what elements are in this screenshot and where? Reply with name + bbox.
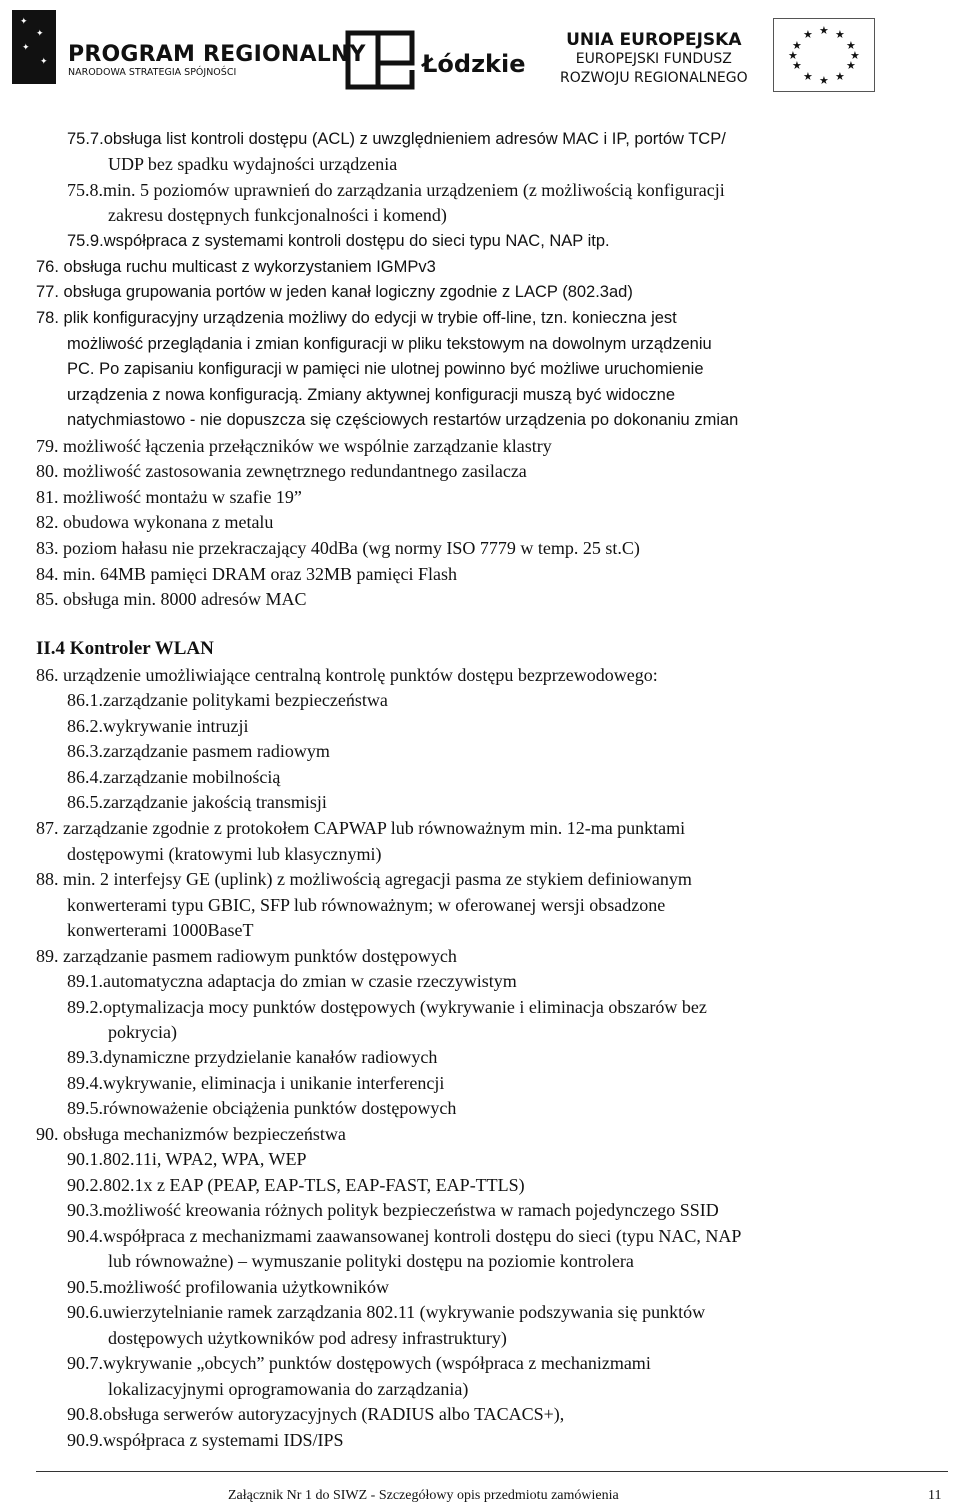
list-item: 78. plik konfiguracyjny urządzenia możliwy do edycji w trybie off-line, tzn. konieczna jest — [36, 309, 677, 327]
program-subtitle: NARODOWA STRATEGIA SPÓJNOŚCI — [68, 67, 237, 78]
list-item: 81. możliwość montażu w szafie 19” — [36, 487, 302, 507]
list-item: 90.7.wykrywanie „obcych” punktów dostępowych (współpraca z mechanizmami — [67, 1353, 651, 1373]
eu-fund-label — [560, 30, 748, 88]
star-icon: ★ — [803, 28, 813, 41]
list-item: 84. min. 64MB pamięci DRAM oraz 32MB pamięci Flash — [36, 564, 457, 584]
star-icon: ★ — [803, 70, 813, 83]
list-item: 90.3.możliwość kreowania różnych polityk bezpieczeństwa w ramach pojedynczego SSID — [67, 1200, 719, 1220]
star-icon: ★ — [846, 39, 856, 52]
list-item: zakresu dostępnych funkcjonalności i komend) — [108, 205, 447, 225]
list-item: urządzenia z nowa konfiguracją. Zmiany aktywnej konfiguracji muszą być widoczne — [67, 386, 676, 404]
list-item: 90.5.możliwość profilowania użytkowników — [67, 1277, 389, 1297]
list-item: natychmiastowo - nie dopuszcza się częściowych restartów urządzenia po dokonaniu zmian — [67, 411, 739, 429]
list-item: 75.8.min. 5 poziomów uprawnień do zarządzania urządzeniem (z możliwością konfiguracji — [67, 180, 725, 200]
star-icon: ★ — [835, 70, 845, 83]
star-icon: ★ — [819, 74, 829, 87]
list-item: 86.3.zarządzanie pasmem radiowym — [67, 741, 330, 761]
list-item: 90.9.współpraca z systemami IDS/IPS — [67, 1430, 344, 1450]
list-item: 89.5.równoważenie obciążenia punktów dostępowych — [67, 1098, 457, 1118]
list-item: 83. poziom hałasu nie przekraczający 40dBa (wg normy ISO 7779 w temp. 25 st.C) — [36, 538, 640, 558]
list-item: 86.5.zarządzanie jakością transmisji — [67, 792, 327, 812]
list-item: 87. zarządzanie zgodnie z protokołem CAPWAP lub równoważnym min. 12-ma punktami — [36, 818, 686, 838]
list-item: 90.4.współpraca z mechanizmami zaawansowanej kontroli dostępu do sieci (typu NAC, NAP — [67, 1226, 742, 1246]
lodzkie-logo — [345, 30, 415, 90]
star-icon: ✦ — [40, 57, 48, 67]
list-item: 77. obsługa grupowania portów w jeden kanał logiczny zgodnie z LACP (802.3ad) — [36, 283, 633, 301]
program-regionalny-logo — [12, 10, 56, 84]
list-item: 82. obudowa wykonana z metalu — [36, 512, 274, 532]
list-item: 80. możliwość zastosowania zewnętrznego redundantnego zasilacza — [36, 461, 527, 481]
list-item: dostępowych użytkowników pod adresy infrastruktury) — [108, 1328, 507, 1348]
star-icon: ★ — [850, 49, 860, 62]
star-icon: ★ — [788, 49, 798, 62]
list-item: dostępowymi (kratowymi lub klasycznymi) — [67, 844, 382, 864]
footer-title: Załącznik Nr 1 do SIWZ - Szczegółowy opis przedmiotu zamówienia — [228, 1488, 619, 1503]
star-icon: ✦ — [36, 29, 44, 39]
list-item: 86.4.zarządzanie mobilnością — [67, 767, 281, 787]
list-item: 90. obsługa mechanizmów bezpieczeństwa — [36, 1124, 346, 1144]
list-item: możliwość przeglądania i zmian konfiguracji w pliku tekstowym na dowolnym urządzeniu — [67, 335, 712, 353]
star-icon: ★ — [819, 24, 829, 37]
list-item: 89.1.automatyczna adaptacja do zmian w czasie rzeczywistym — [67, 971, 517, 991]
list-item: 88. min. 2 interfejsy GE (uplink) z możliwością agregacji pasma ze stykiem definiowanym — [36, 869, 692, 889]
list-item: konwerterami typu GBIC, SFP lub równoważnym; w oferowanej wersji obsadzone — [67, 895, 666, 915]
star-icon: ★ — [835, 28, 845, 41]
eu-line-1: UNIA EUROPEJSKA — [566, 30, 742, 50]
list-item: 90.8.obsługa serwerów autoryzacyjnych (RADIUS albo TACACS+), — [67, 1404, 565, 1424]
list-item: UDP bez spadku wydajności urządzenia — [108, 154, 398, 174]
region-name: Łódzkie — [422, 50, 526, 78]
star-icon: ★ — [792, 39, 802, 52]
list-item: 89.2.optymalizacja mocy punktów dostępowych (wykrywanie i eliminacja obszarów bez — [67, 997, 707, 1017]
program-title: PROGRAM REGIONALNY — [68, 42, 366, 67]
list-item: 86. urządzenie umożliwiające centralną kontrolę punktów dostępu bezprzewodowego: — [36, 665, 658, 685]
list-item: 90.1.802.11i, WPA2, WPA, WEP — [67, 1149, 307, 1169]
list-item: lub równoważne) – wymuszanie polityki dostępu na poziomie kontrolera — [108, 1251, 634, 1271]
list-item: 90.2.802.1x z EAP (PEAP, EAP-TLS, EAP-FAST, EAP-TTLS) — [67, 1175, 525, 1195]
eu-line-3: ROZWOJU REGIONALNEGO — [560, 70, 748, 86]
list-item: 89. zarządzanie pasmem radiowym punktów dostępowych — [36, 946, 457, 966]
section-heading: II.4 Kontroler WLAN — [36, 638, 214, 659]
list-item: 89.4.wykrywanie, eliminacja i unikanie interferencji — [67, 1073, 445, 1093]
list-item: konwerterami 1000BaseT — [67, 920, 254, 940]
list-item: 90.6.uwierzytelnianie ramek zarządzania 802.11 (wykrywanie podszywania się punktów — [67, 1302, 706, 1322]
star-icon: ★ — [792, 59, 802, 72]
list-item: lokalizacyjnymi oprogramowania do zarządzania) — [108, 1379, 469, 1399]
eu-flag-icon — [773, 18, 875, 92]
list-item: pokrycia) — [108, 1022, 177, 1042]
list-item: 75.9.współpraca z systemami kontroli dostępu do sieci typu NAC, NAP itp. — [67, 232, 610, 250]
eu-line-2: EUROPEJSKI FUNDUSZ — [575, 51, 732, 67]
star-icon: ✦ — [22, 43, 30, 53]
list-item: 86.1.zarządzanie politykami bezpieczeństwa — [67, 690, 388, 710]
list-item: 79. możliwość łączenia przełączników we wspólnie zarządzanie klastry — [36, 436, 552, 456]
list-item: 89.3.dynamiczne przydzielanie kanałów radiowych — [67, 1047, 438, 1067]
list-item: 85. obsługa min. 8000 adresów MAC — [36, 589, 307, 609]
list-item: 76. obsługa ruchu multicast z wykorzystaniem IGMPv3 — [36, 258, 436, 276]
list-item: 86.2.wykrywanie intruzji — [67, 716, 249, 736]
list-item: 75.7.obsługa list kontroli dostępu (ACL) z uwzględnieniem adresów MAC i IP, portów TCP/ — [67, 130, 726, 148]
star-icon: ✦ — [20, 17, 28, 27]
footer-divider — [36, 1471, 948, 1472]
list-item: PC. Po zapisaniu konfiguracji w pamięci nie ulotnej powinno być możliwe uruchomienie — [67, 360, 704, 378]
page-header — [0, 0, 960, 100]
star-icon: ★ — [846, 59, 856, 72]
page-number: 11 — [928, 1488, 942, 1503]
